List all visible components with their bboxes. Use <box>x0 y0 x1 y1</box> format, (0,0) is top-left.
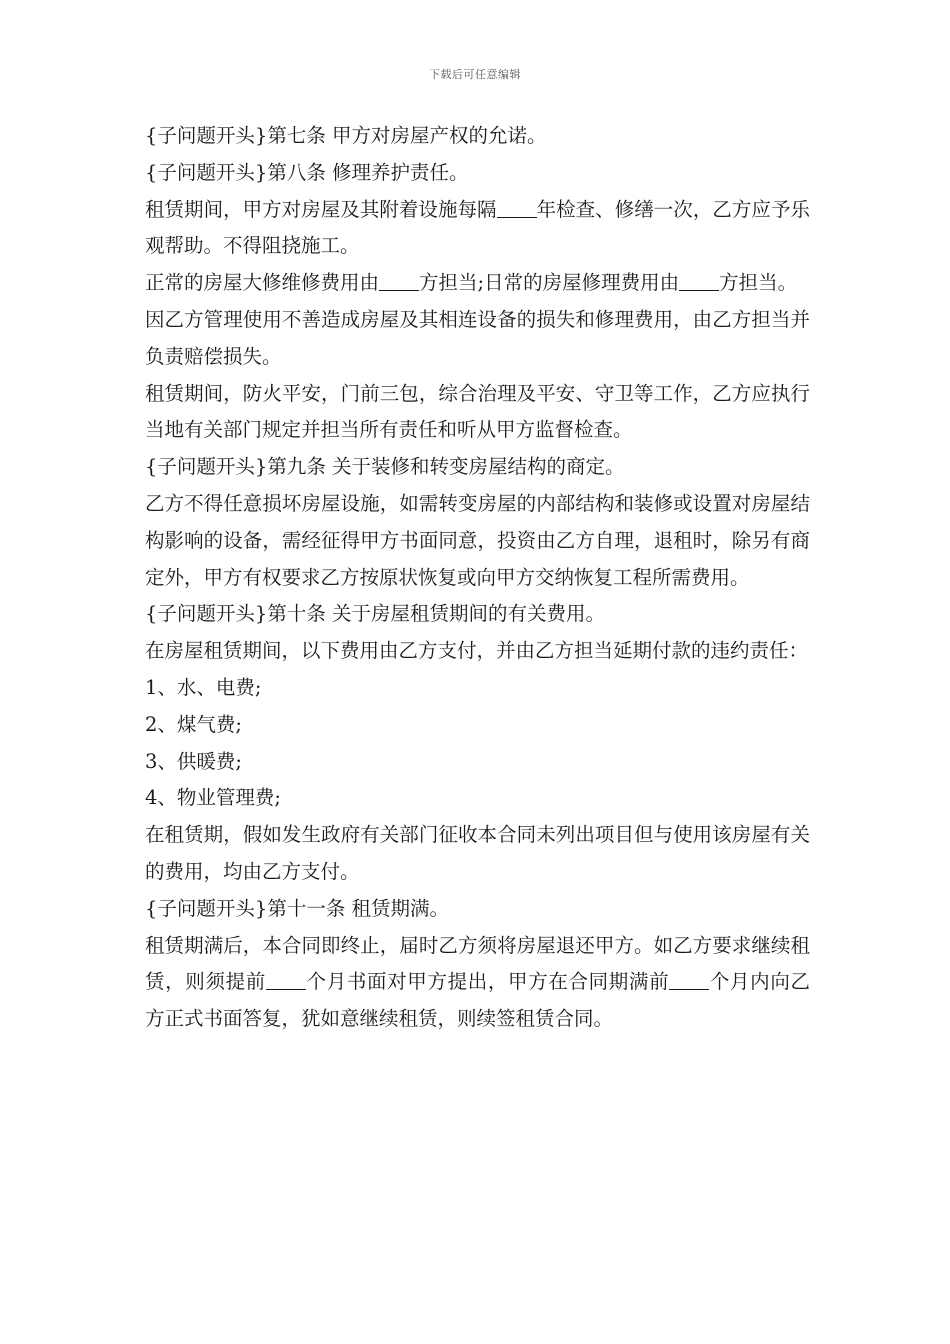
fee-item: 3、供暖费; <box>145 749 242 773</box>
article-10-heading: {子问题开头}第十条 关于房屋租赁期间的有关费用。 <box>145 602 606 626</box>
text-segment: 年检查、修缮一次，乙方应予乐观帮助。不得阻挠施工。 <box>145 197 810 258</box>
article-7-heading: {子问题开头}第七条 甲方对房屋产权的允诺。 <box>145 124 547 147</box>
text-segment: 方担当;日常的房屋修理费用由 <box>419 271 680 295</box>
fee-item: 2、煤气费; <box>145 712 242 736</box>
fill-blank <box>266 970 306 991</box>
article-8-heading: {子问题开头}第八条 修理养护责任。 <box>145 160 469 184</box>
text-segment: 个月书面对甲方提出，甲方在合同期满前 <box>305 970 670 994</box>
fee-item: 1、水、电费; <box>145 675 262 699</box>
inspection-clause <box>145 192 810 266</box>
article-9-heading: {子问题开头}第九条 关于装修和转变房屋结构的商定。 <box>145 455 625 479</box>
page-header: 下载后可任意编辑 <box>429 68 521 81</box>
text-segment: 方担当。 <box>719 271 798 295</box>
fees-clause: 在房屋租赁期间，以下费用由乙方支付，并由乙方担当延期付款的违约责任： <box>145 639 809 663</box>
fill-blank <box>679 271 719 292</box>
safety-clause: 租赁期间，防火平安，门前三包，综合治理及平安、守卫等工作，乙方应执行当地有关部门规定并担当所有责任和听从甲方监督检查。 <box>145 381 810 442</box>
text-segment: 正常的房屋大修维修费用由 <box>145 271 380 295</box>
article-11-heading: {子问题开头}第十一条 租赁期满。 <box>145 896 450 920</box>
fill-blank <box>497 197 537 218</box>
renovation-clause: 乙方不得任意损坏房屋设施，如需转变房屋的内部结构和装修或设置对房屋结构影响的设备，需经征得甲方书面同意，投资由乙方自理，退租时，除另有商定外，甲方有权要求乙方按原状恢复或向甲方交纳恢复工程所需费用。 <box>145 491 810 589</box>
text-segment: 租赁期间，甲方对房屋及其附着设施每隔 <box>145 197 497 221</box>
fill-blank <box>379 271 419 292</box>
government-fee-clause: 在租赁期，假如发生政府有关部门征收本合同未列出项目但与使用该房屋有关的费用，均由乙方支付。 <box>145 823 810 883</box>
fill-blank <box>669 970 709 991</box>
damage-clause: 因乙方管理使用不善造成房屋及其相连设备的损失和修理费用，由乙方担当并负责赔偿损失。 <box>145 307 810 368</box>
text-segment: 租赁期满后，本合同即终止，届时乙方须将房屋退还甲方。如乙方要求继续租赁，则须提前 <box>145 933 810 994</box>
repair-cost-clause <box>145 265 810 302</box>
text-segment: 个月内向乙方正式书面答复，犹如意继续租赁，则续签租赁合同。 <box>145 970 810 1031</box>
document-body <box>145 118 810 1038</box>
fee-item: 4、物业管理费; <box>145 786 281 810</box>
lease-expiry-clause <box>145 928 810 1038</box>
